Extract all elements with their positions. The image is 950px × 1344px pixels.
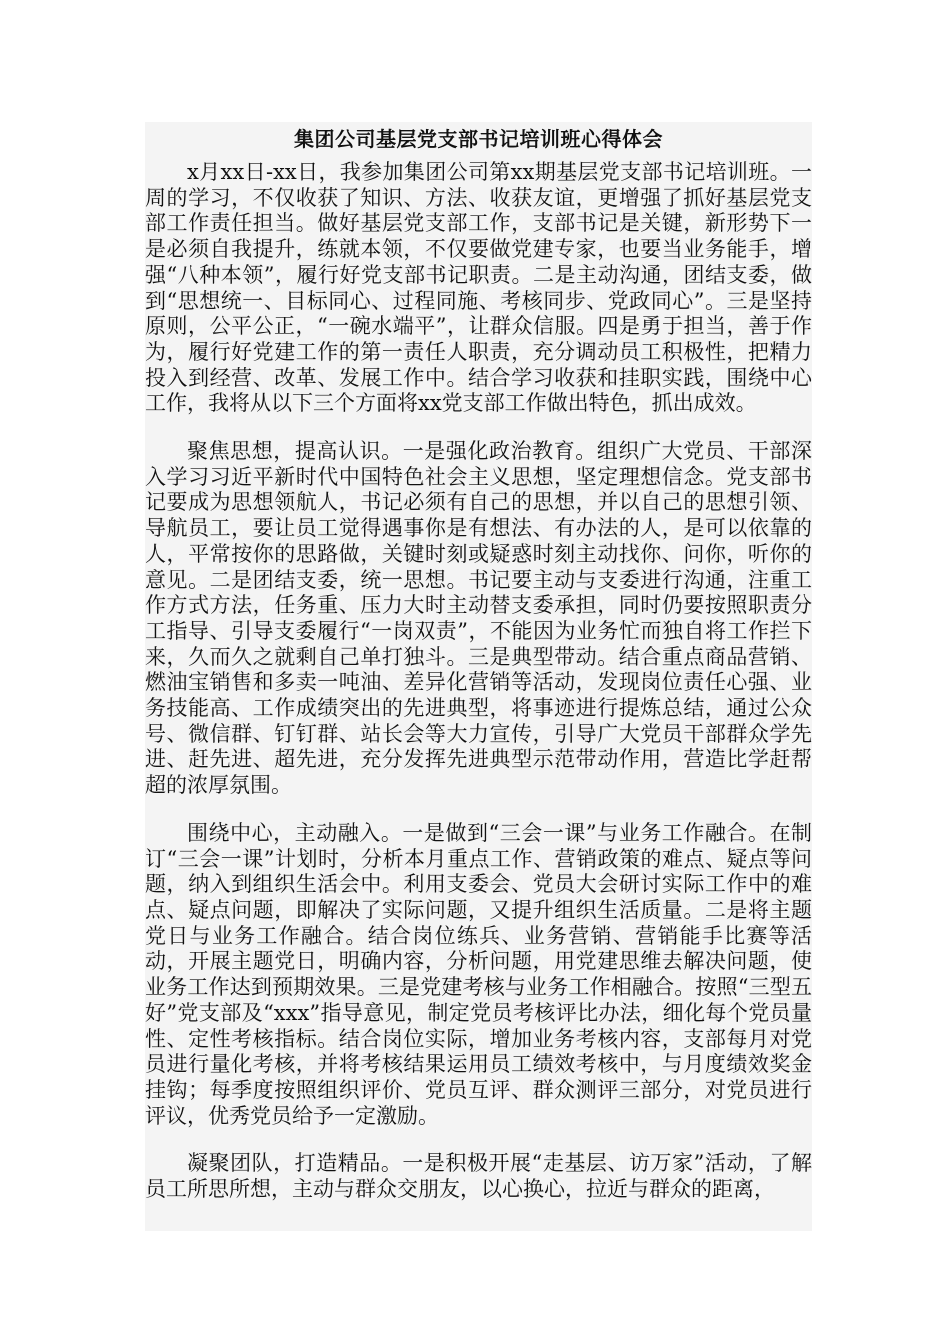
document-title: 集团公司基层党支部书记培训班心得体会	[294, 127, 663, 151]
paragraph-team-building: 凝聚团队，打造精品。一是积极开展“走基层、访万家”活动，了解员工所思所想，主动与群众交朋友，以心换心，拉近与群众的距离，	[145, 1151, 812, 1202]
paragraph-intro: x月xx日-xx日，我参加集团公司第xx期基层党支部书记培训班。一周的学习，不仅收获了知识、方法、收获友谊，更增强了抓好基层党支部工作责任担当。做好基层党支部工作，支部书记是关键，新形势下一是必须自我提升，练就本领，不仅要做党建专家，也要当业务能手，增强“八种本领”，履行好党支部书记职责。二是主动沟通，团结支委，做到“思想统一、目标同心、过程同施、考核同步、党政同心”。三是坚持原则，公平公正，“一碗水端平”，让群众信服。四是勇于担当，善于作为，履行好党建工作的第一责任人职责，充分调动员工积极性，把精力投入到经营、改革、发展工作中。结合学习收获和挂职实践，围绕中心工作，我将从以下三个方面将xx党支部工作做出特色，抓出成效。	[145, 160, 812, 416]
document-body	[145, 122, 812, 1231]
paragraph-focus-thinking: 聚焦思想，提高认识。一是强化政治教育。组织广大党员、干部深入学习习近平新时代中国特色社会主义思想，坚定理想信念。党支部书记要成为思想领航人，书记必须有自己的思想，并以自己的思想引领、导航员工，要让员工觉得遇事你是有想法、有办法的人，是可以依靠的人，平常按你的思路做，关键时刻或疑惑时刻主动找你、问你，听你的意见。二是团结支委，统一思想。书记要主动与支委进行沟通，注重工作方式方法，任务重、压力大时主动替支委承担，同时仍要按照职责分工指导、引导支委履行“一岗双责”，不能因为业务忙而独自将工作拦下来，久而久之就剩自己单打独斗。三是典型带动。结合重点商品营销、燃油宝销售和多卖一吨油、差异化营销等活动，发现岗位责任心强、业务技能高、工作成绩突出的先进典型，将事迹进行提炼总结，通过公众号、微信群、钉钉群、站长会等大力宣传，引导广大党员干部群众学先进、赶先进、超先进，充分发挥先进典型示范带动作用，营造比学赶帮超的浓厚氛围。	[145, 439, 812, 798]
paragraph-center-integration: 围绕中心，主动融入。一是做到“三会一课”与业务工作融合。在制订“三会一课”计划时，分析本月重点工作、营销政策的难点、疑点等问题，纳入到组织生活会中。利用支委会、党员大会研讨实际工作中的难点、疑点问题，即解决了实际问题，又提升组织生活质量。二是将主题党日与业务工作融合。结合岗位练兵、业务营销、营销能手比赛等活动，开展主题党日，明确内容，分析问题，用党建思维去解决问题，使业务工作达到预期效果。三是党建考核与业务工作相融合。按照“三型五好”党支部及“xxx”指导意见，制定党员考核评比办法，细化每个党员量性、定性考核指标。结合岗位实际，增加业务考核内容，支部每月对党员进行量化考核，并将考核结果运用员工绩效考核中，与月度绩效奖金挂钩；每季度按照组织评价、党员互评、群众测评三部分，对党员进行评议，优秀党员给予一定激励。	[145, 820, 812, 1128]
